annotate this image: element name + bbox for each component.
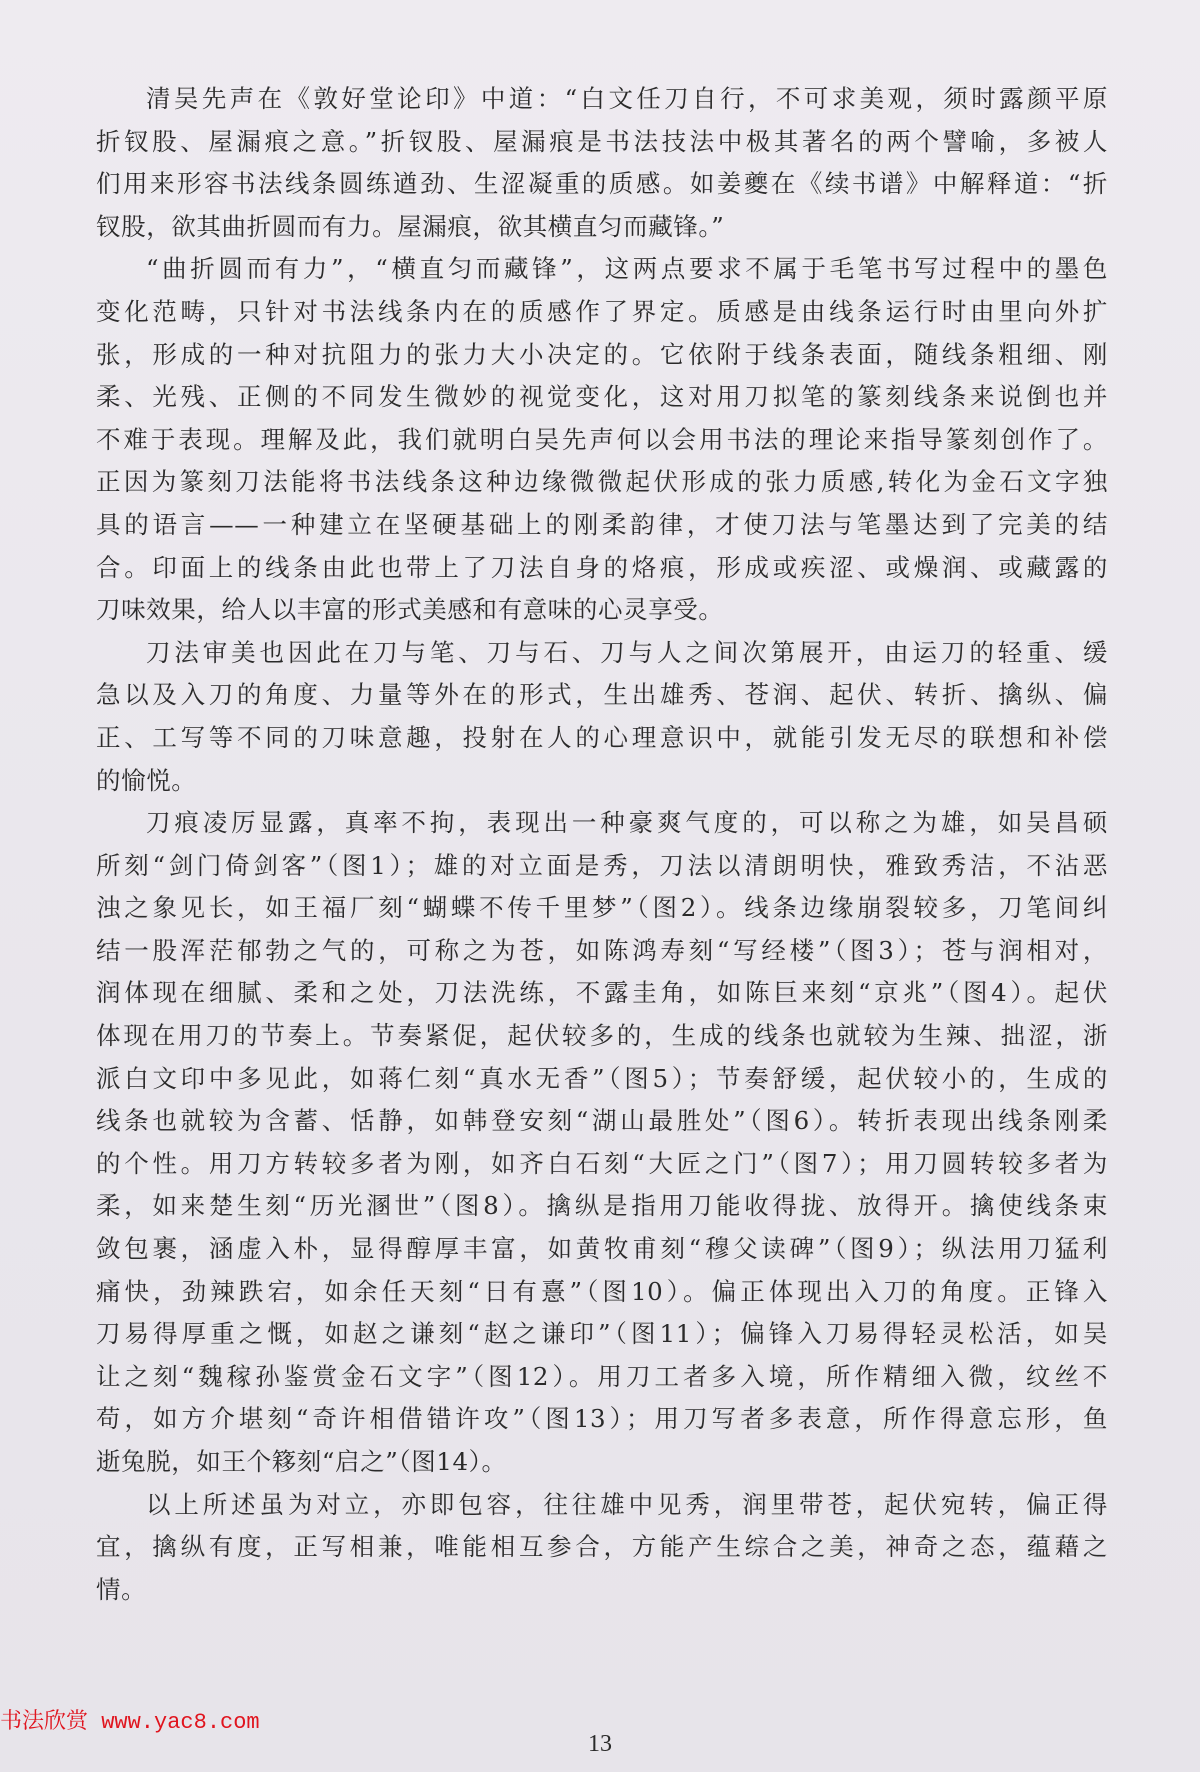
text-line: 的个性。用刀方转较多者为刚，如齐白石刻“大匠之门”（图7）；用刀圆转较多者为 [96,1148,1108,1178]
text-line: 痛快，劲辣跌宕，如余任天刻“日有憙”（图10）。偏正体现出入刀的角度。正锋入 [96,1276,1108,1306]
text-line: 不难于表现。理解及此，我们就明白吴先声何以会用书法的理论来指导篆刻创作了。 [96,424,1108,454]
text-line: 刀痕凌厉显露，真率不拘，表现出一种豪爽气度的，可以称之为雄，如吴昌硕 [146,808,1108,838]
text-line: 正、工写等不同的刀味意趣，投射在人的心理意识中，就能引发无尽的联想和补偿 [96,722,1108,752]
text-line: 变化范畴，只针对书法线条内在的质感作了界定。质感是由线条运行时由里向外扩 [96,296,1108,326]
page-number: 13 [588,1731,612,1757]
site-watermark: 书法欣赏 www.yac8.com [0,1710,260,1735]
text-line: 以上所述虽为对立，亦即包容，往往雄中见秀，润里带苍，起伏宛转，偏正得 [146,1489,1108,1519]
text-line: 所刻“剑门倚剑客”（图1）；雄的对立面是秀，刀法以清朗明快，雅致秀洁，不沾恶 [96,850,1108,880]
text-line: 情。 [96,1574,147,1604]
text-line: 苟，如方介堪刻“奇许相借错许攻”（图13）；用刀写者多表意，所作得意忘形，鱼 [96,1404,1108,1434]
text-line: 浊之象见长，如王福厂刻“蝴蝶不传千里梦”（图2）。线条边缘崩裂较多，刀笔间纠 [96,893,1108,923]
text-line: 让之刻“魏稼孙鉴赏金石文字”（图12）。用刀工者多入境，所作精细入微，纹丝不 [96,1361,1108,1391]
text-line: 折钗股、屋漏痕之意。”折钗股、屋漏痕是书法技法中极其著名的两个譬喻，多被人 [96,126,1108,156]
body-text [96,78,1108,1611]
text-line: 润体现在细腻、柔和之处，刀法洗练，不露圭角，如陈巨来刻“京兆”（图4）。起伏 [96,978,1108,1008]
text-line: 柔，如来楚生刻“历光溷世”（图8）。擒纵是指用刀能收得拢、放得开。擒使线条束 [96,1191,1108,1221]
text-line: 的愉悦。 [96,765,197,795]
text-line: 急以及入刀的角度、力量等外在的形式，生出雄秀、苍润、起伏、转折、擒纵、偏 [96,680,1108,710]
text-line: 逝兔脱，如王个簃刻“启之”（图14）。 [96,1447,507,1476]
text-line: 具的语言——一种建立在坚硬基础上的刚柔韵律，才使刀法与笔墨达到了完美的结 [96,509,1108,539]
text-line: 敛包裹，涵虚入朴，显得醇厚丰富，如黄牧甫刻“穆父读碑”（图9）；纵法用刀猛利 [96,1234,1108,1264]
text-line: 结一股浑茫郁勃之气的，可称之为苍，如陈鸿寿刻“写经楼”（图3）；苍与润相对， [96,935,1108,965]
paragraph-1 [96,78,1108,248]
text-line: “曲折圆而有力”，“横直匀而藏锋”，这两点要求不属于毛笔书写过程中的墨色 [146,254,1108,284]
text-line: 正因为篆刻刀法能将书法线条这种边缘微微起伏形成的张力质感,转化为金石文字独 [96,467,1108,497]
paragraph-5 [96,1484,1108,1612]
text-line: 刀易得厚重之慨，如赵之谦刻“赵之谦印”（图11）；偏锋入刀易得轻灵松活，如吴 [96,1319,1108,1349]
text-line: 钗股，欲其曲折圆而有力。屋漏痕，欲其横直匀而藏锋。” [96,211,725,241]
text-line: 线条也就较为含蓄、恬静，如韩登安刻“湖山最胜处”（图6）。转折表现出线条刚柔 [96,1106,1108,1136]
text-line: 刀味效果，给人以丰富的形式美感和有意味的心灵享受。 [96,595,724,625]
text-line: 刀法审美也因此在刀与笔、刀与石、刀与人之间次第展开，由运刀的轻重、缓 [146,637,1108,667]
paragraph-3 [96,632,1108,802]
text-line: 张，形成的一种对抗阻力的张力大小决定的。它依附于线条表面，随线条粗细、刚 [96,339,1108,369]
text-line: 们用来形容书法线条圆练遒劲、生涩凝重的质感。如姜夔在《续书谱》中解释道：“折 [96,169,1108,199]
text-line: 柔、光残、正侧的不同发生微妙的视觉变化，这对用刀拟笔的篆刻线条来说倒也并 [96,382,1108,412]
paragraph-4 [96,802,1108,1484]
text-line: 清吴先声在《敦好堂论印》中道：“白文任刀自行，不可求美观，须时露颜平原 [146,84,1108,113]
paragraph-2 [96,248,1108,631]
text-line: 体现在用刀的节奏上。节奏紧促，起伏较多的，生成的线条也就较为生辣、拙涩，浙 [96,1021,1108,1051]
text-line: 宜，擒纵有度，正写相兼，唯能相互参合，方能产生综合之美，神奇之态，蕴藉之 [96,1532,1108,1562]
text-line: 合。印面上的线条由此也带上了刀法自身的烙痕，形成或疾涩、或燥润、或藏露的 [96,552,1108,582]
text-line: 派白文印中多见此，如蒋仁刻“真水无香”（图5）；节奏舒缓，起伏较小的，生成的 [96,1063,1108,1093]
